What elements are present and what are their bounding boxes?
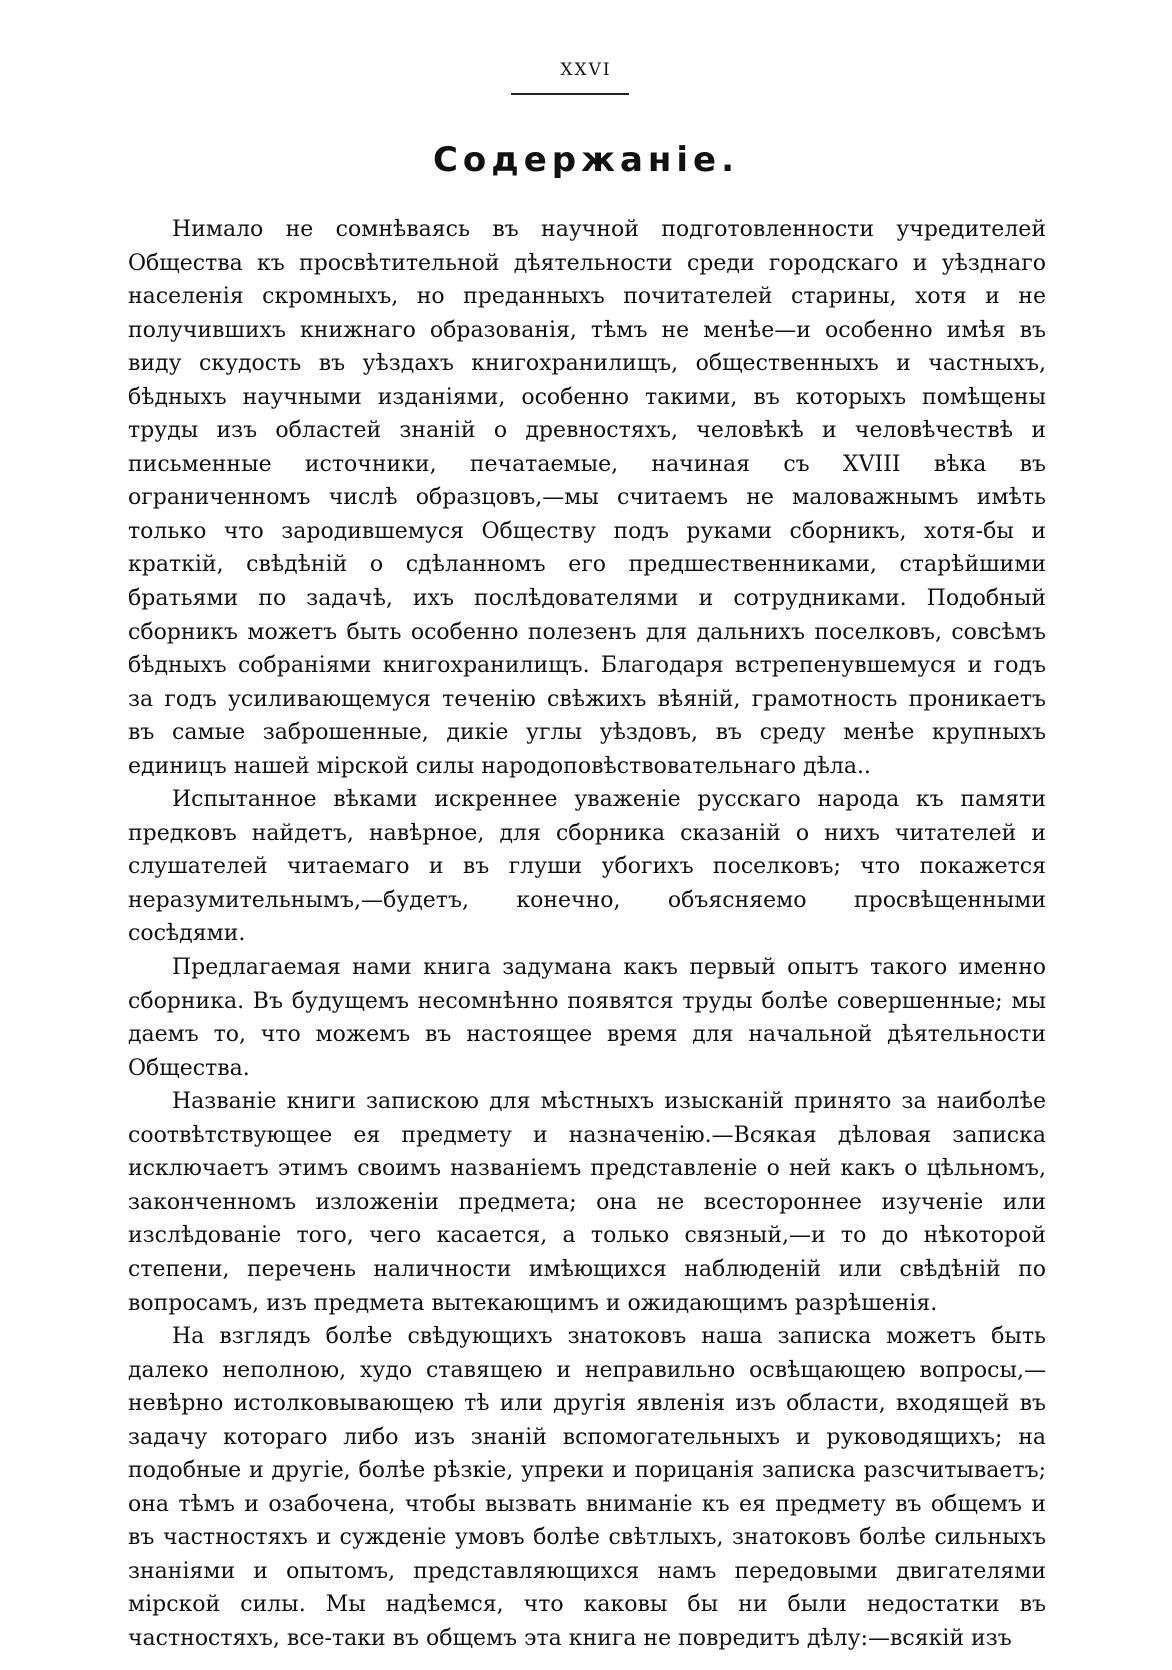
page-number-rule bbox=[511, 93, 629, 95]
paragraph: Названіе книги запискою для мѣстныхъ изысканій принято за наиболѣе соотвѣтствующее ея предмету и назначенію.—Всякая дѣловая записка исключаетъ этимъ своимъ названіемъ представленіе о ней какъ о цѣльномъ, законченномъ изложеніи предмета; она не всестороннее изученіе или изслѣдованіе того, чего касается, а только связный,—и то до нѣкоторой степени, перечень наличности имѣющихся наблюденій или свѣдѣній по вопросамъ, изъ предмета вытекающимъ и ожидающимъ разрѣшенія. bbox=[128, 1089, 1046, 1316]
page-title: Содержаніе. bbox=[432, 140, 740, 180]
paragraph: На взглядъ болѣе свѣдующихъ знатоковъ наша записка можетъ быть далеко неполною, худо ставящею и неправильно освѣщающею вопросы,—невѣрно истолковывающею тѣ или другія явленія изъ области, входящей въ задачу котораго либо изъ знаній вспомогательныхъ и руководящихъ; на подобные и другіе, болѣе рѣзкіе, упреки и порицанія записка разсчитываетъ; она тѣмъ и озабочена, чтобы вызвать вниманіе къ ея предмету въ общемъ и въ частностяхъ и сужденіе умовъ болѣе свѣтлыхъ, знатоковъ болѣе сильныхъ знаніями и опытомъ, представляющихся намъ передовыми двигателями мірской силы. Мы надѣемся, что каковы бы ни были недостатки въ частностяхъ, все-таки въ общемъ эта книга не повредитъ дѣлу:—всякій изъ bbox=[128, 1324, 1046, 1651]
page-number: XXVI bbox=[560, 60, 612, 80]
paragraph: Предлагаемая нами книга задумана какъ первый опытъ такого именно сборника. Въ будущемъ несомнѣнно появятся труды болѣе совершенные; мы даемъ то, что можемъ въ настоящее время для начальной дѣятельности Общества. bbox=[128, 955, 1046, 1081]
paragraph: Нимало не сомнѣваясь въ научной подготовленности учредителей Общества къ просвѣтительной дѣятельности среди городскаго и уѣзднаго населенія скромныхъ, но преданныхъ почитателей старины, хотя и не получившихъ книжнаго образованія, тѣмъ не менѣе—и особенно имѣя въ виду скудость въ уѣздахъ книгохранилищъ, общественныхъ и частныхъ, бѣдныхъ научными изданіями, особенно такими, въ которыхъ помѣщены труды изъ областей знаній о древностяхъ, человѣкѣ и человѣчествѣ и письменные источники, печатаемые, начиная съ XVIII вѣка въ ограниченномъ числѣ образцовъ,—мы считаемъ не маловажнымъ имѣть только что зародившемуся Обществу подъ руками сборникъ, хотя-бы и краткій, свѣдѣній о сдѣланномъ его предшественниками, старѣйшими братьями по задачѣ, ихъ послѣдователями и сотрудниками. Подобный сборникъ можетъ быть особенно полезенъ для дальнихъ поселковъ, совсѣмъ бѣдныхъ собраніями книгохранилищъ. Благодаря встрепенувшемуся и годъ за годъ усиливающемуся теченію свѣжихъ вѣяній, грамотность проникаетъ въ самые заброшенные, дикіе углы уѣздовъ, въ среду менѣе крупныхъ единицъ нашей мірской силы народоповѣствовательнаго дѣла.. bbox=[128, 217, 1046, 779]
text-body bbox=[128, 213, 1046, 1656]
paragraph: Испытанное вѣками искреннее уваженіе русскаго народа къ памяти предковъ найдетъ, навѣрное, для сборника сказаній о нихъ читателей и слушателей читаемаго и въ глуши убогихъ поселковъ; что покажется неразумительнымъ,—будетъ, конечно, объясняемо просвѣщенными сосѣдями. bbox=[128, 787, 1046, 947]
